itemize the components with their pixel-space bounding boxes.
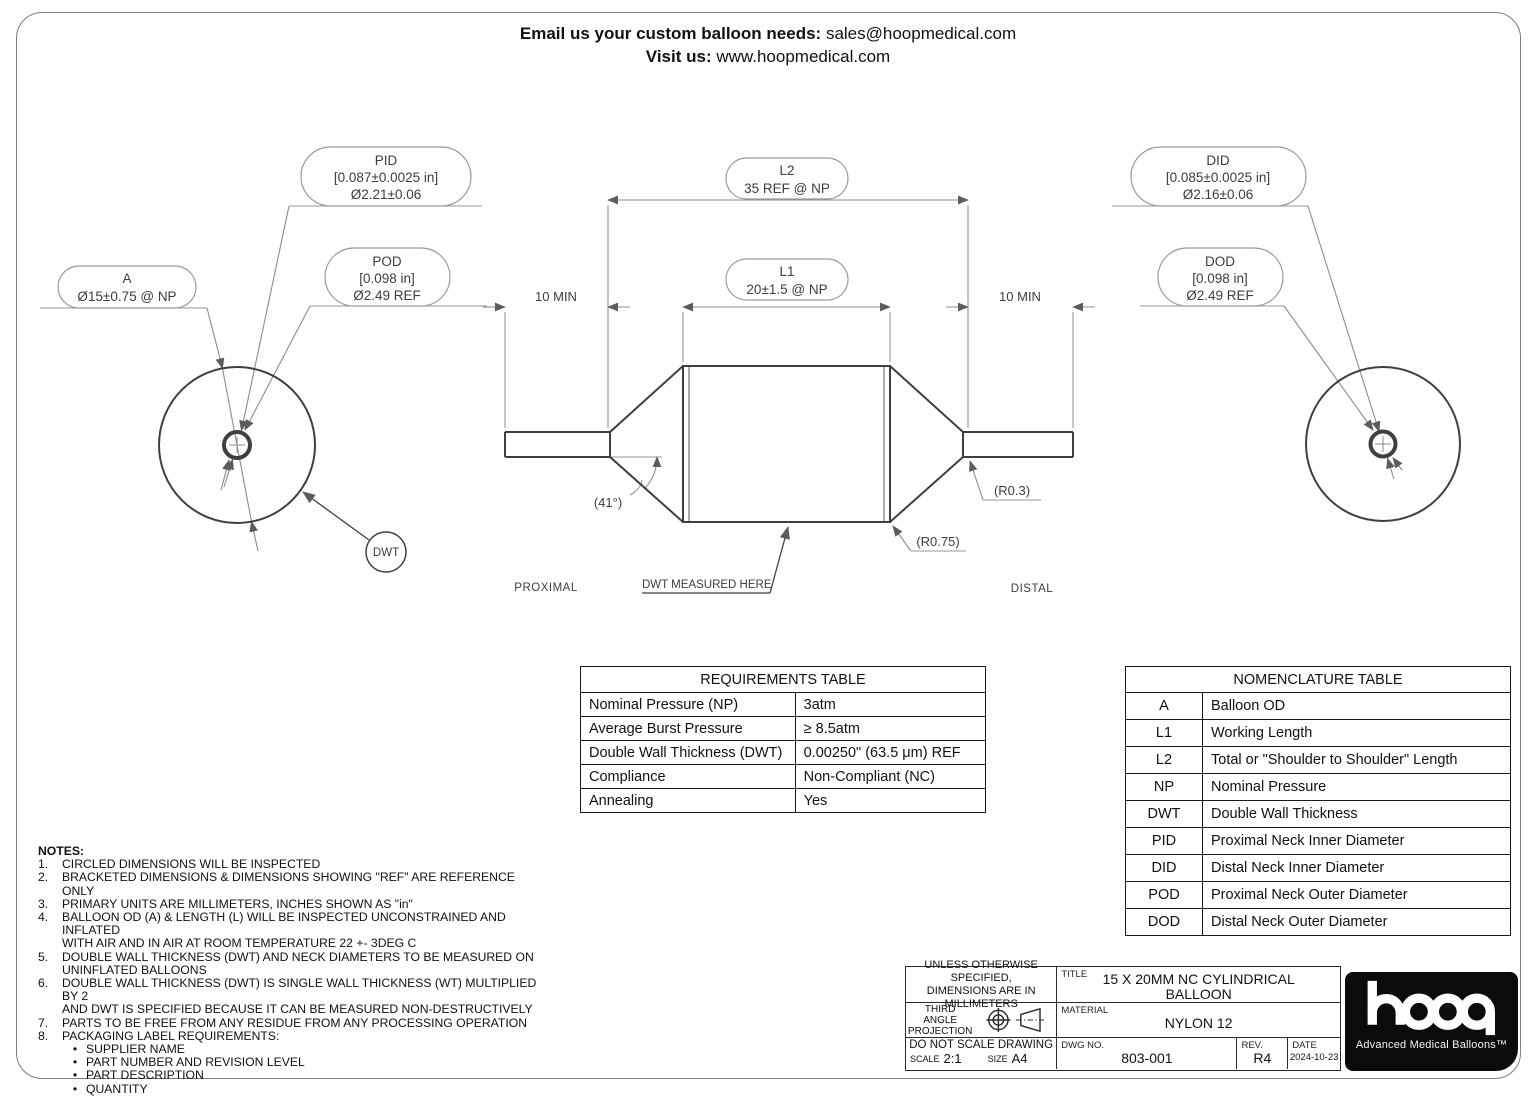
callout-l1-name: L1 — [779, 264, 795, 279]
tolerance-note-line2: DIMENSIONS ARE IN MILLIMETERS — [926, 984, 1036, 1010]
drawing-title-line2: BALLOON — [1165, 985, 1232, 1002]
callout-did-value: Ø2.16±0.06 — [1182, 187, 1254, 202]
note-number: 5. — [38, 949, 49, 964]
distal-center-cross — [1375, 436, 1391, 452]
req-value: 3atm — [795, 693, 985, 717]
note-item — [38, 951, 543, 964]
note-item — [38, 1017, 543, 1030]
nom-meaning: Proximal Neck Outer Diameter — [1203, 882, 1511, 909]
callout-dod-value: Ø2.49 REF — [1186, 288, 1254, 303]
callout-pid-value: Ø2.21±0.06 — [350, 187, 422, 202]
title-block — [905, 958, 1341, 1071]
table-row — [1126, 828, 1511, 855]
bullet-text: QUANTITY — [86, 1081, 148, 1096]
extension-lines — [40, 205, 1308, 551]
table-row — [1126, 693, 1511, 720]
cone-angle-label: (41°) — [593, 495, 623, 510]
header-email-value: sales@hoopmedical.com — [821, 24, 1017, 43]
req-label: Double Wall Thickness (DWT) — [581, 741, 796, 765]
nom-meaning: Distal Neck Inner Diameter — [1203, 855, 1511, 882]
nom-meaning: Working Length — [1203, 720, 1511, 747]
header-visit-value: www.hoopmedical.com — [711, 47, 891, 66]
nom-abbr: PID — [1126, 828, 1203, 855]
header-email-label: Email us your custom balloon needs: — [519, 24, 822, 43]
third-angle-projection-icon — [978, 1004, 1054, 1036]
material-value: NYLON 12 — [1164, 1015, 1233, 1031]
title-cell — [1057, 967, 1340, 1003]
scale-cell — [906, 1038, 1057, 1069]
callout-bubbles — [58, 147, 1306, 308]
packaging-bullet — [38, 1083, 543, 1096]
callout-dod-inches: [0.098 in] — [1192, 271, 1248, 286]
req-value: Non-Compliant (NC) — [795, 765, 985, 789]
note-text: AND DWT IS SPECIFIED BECAUSE IT CAN BE MEASURED NON-DESTRUCTIVELY — [62, 1002, 533, 1017]
table-row — [1126, 747, 1511, 774]
projection-line3: PROJECTION — [907, 1025, 973, 1037]
req-label: Average Burst Pressure — [581, 717, 796, 741]
table-row — [1126, 801, 1511, 828]
proximal-label: PROXIMAL — [514, 582, 578, 594]
table-row — [581, 717, 986, 741]
callout-pid-name: PID — [374, 153, 398, 168]
note-text: DOUBLE WALL THICKNESS (DWT) IS SINGLE WALL THICKNESS (WT) MULTIPLIED BY 2 — [62, 976, 537, 1004]
req-label: Nominal Pressure (NP) — [581, 693, 796, 717]
projection-line1: THIRD — [924, 1003, 956, 1015]
note-item-continuation — [38, 937, 543, 950]
material-label: MATERIAL — [1061, 1005, 1109, 1016]
callout-pod-name: POD — [372, 254, 402, 269]
notes-section — [38, 845, 543, 1096]
nom-meaning: Nominal Pressure — [1203, 774, 1511, 801]
distal-label: DISTAL — [1010, 583, 1054, 595]
dimension-labels — [514, 289, 1053, 595]
note-text: DOUBLE WALL THICKNESS (DWT) AND NECK DIAMETERS TO BE MEASURED ON — [62, 949, 534, 964]
note-text: PRIMARY UNITS ARE MILLIMETERS, INCHES SHOWN AS "in" — [62, 896, 413, 911]
nom-abbr: L2 — [1126, 747, 1203, 774]
min-left-label: 10 MIN — [535, 289, 577, 304]
size-value: A4 — [1011, 1051, 1028, 1066]
table-row — [1126, 855, 1511, 882]
note-number: 6. — [38, 976, 49, 991]
tolerance-note-line1: UNLESS OTHERWISE SPECIFIED, — [924, 958, 1038, 984]
req-value: ≥ 8.5atm — [795, 717, 985, 741]
logo-tagline: Advanced Medical Balloons™ — [1355, 1039, 1508, 1051]
note-number: 3. — [38, 896, 49, 911]
balloon-profile — [505, 366, 1073, 522]
callout-dod-name: DOD — [1205, 254, 1235, 269]
rev-cell — [1237, 1038, 1288, 1069]
table-row — [1126, 774, 1511, 801]
rev-label: REV. — [1241, 1040, 1263, 1051]
nom-abbr: L1 — [1126, 720, 1203, 747]
scale-value: 2:1 — [943, 1051, 962, 1066]
table-row — [1126, 720, 1511, 747]
bullet-text: PART NUMBER AND REVISION LEVEL — [86, 1055, 305, 1070]
nom-abbr: DWT — [1126, 801, 1203, 828]
drawing-title-line1: 15 X 20MM NC CYLINDRICAL — [1102, 970, 1295, 987]
packaging-bullet — [38, 1069, 543, 1082]
balloon-body — [683, 366, 890, 522]
table-row — [581, 765, 986, 789]
nomenclature-table-title: NOMENCLATURE TABLE — [1126, 667, 1511, 693]
header-visit-label: Visit us: — [645, 47, 712, 66]
table-row — [581, 693, 986, 717]
do-not-scale-note: DO NOT SCALE DRAWING — [909, 1039, 1054, 1051]
note-text: PACKAGING LABEL REQUIREMENTS: — [62, 1028, 280, 1043]
req-value: Yes — [795, 789, 985, 813]
callout-did-name: DID — [1206, 153, 1230, 168]
nom-meaning: Double Wall Thickness — [1203, 801, 1511, 828]
nom-meaning: Balloon OD — [1203, 693, 1511, 720]
callout-l1-value: 20±1.5 @ NP — [746, 282, 828, 297]
note-number: 1. — [38, 857, 49, 872]
note-text: UNINFLATED BALLOONS — [62, 962, 207, 977]
note-item — [38, 871, 543, 897]
nom-meaning: Distal Neck Outer Diameter — [1203, 909, 1511, 936]
table-row — [581, 741, 986, 765]
proximal-center-cross — [229, 437, 245, 453]
nom-abbr: A — [1126, 693, 1203, 720]
date-cell — [1288, 1038, 1340, 1069]
bullet-text: PART DESCRIPTION — [86, 1068, 204, 1083]
dwt-measured-label: DWT MEASURED HERE — [642, 579, 772, 591]
nomenclature-table — [1125, 666, 1511, 936]
dwt-balloon-label: DWT — [372, 547, 400, 559]
note-text: WITH AIR AND IN AIR AT ROOM TEMPERATURE 22 +- 3DEG C — [62, 936, 417, 951]
note-number: 2. — [38, 870, 49, 885]
dwg-no-label: DWG NO. — [1061, 1040, 1105, 1051]
note-item-continuation — [38, 1003, 543, 1016]
callout-pod-inches: [0.098 in] — [359, 271, 415, 286]
requirements-table-title: REQUIREMENTS TABLE — [581, 667, 986, 693]
callout-pod-value: Ø2.49 REF — [353, 288, 421, 303]
callout-a-name: A — [122, 271, 132, 286]
date-label: DATE — [1292, 1040, 1317, 1051]
min-right-label: 10 MIN — [999, 289, 1041, 304]
callout-did-inches: [0.085±0.0025 in] — [1165, 170, 1271, 185]
date-value: 2024-10-23 — [1289, 1052, 1339, 1063]
projection-line2: ANGLE — [923, 1014, 958, 1026]
distal-neck — [963, 432, 1073, 457]
callout-a-value: Ø15±0.75 @ NP — [77, 289, 177, 304]
note-text: BRACKETED DIMENSIONS & DIMENSIONS SHOWING "REF" ARE REFERENCE ONLY — [62, 870, 515, 898]
callout-l2-name: L2 — [779, 163, 795, 178]
note-item — [38, 911, 543, 937]
note-number: 8. — [38, 1028, 49, 1043]
bullet-icon — [64, 1069, 86, 1082]
hoop-logo — [1345, 972, 1518, 1071]
distal-end-view — [1306, 367, 1460, 521]
dwg-no-value: 803-001 — [1121, 1049, 1173, 1066]
note-text: PARTS TO BE FREE FROM ANY RESIDUE FROM ANY PROCESSING OPERATION — [62, 1015, 528, 1030]
nom-abbr: DID — [1126, 855, 1203, 882]
nom-abbr: POD — [1126, 882, 1203, 909]
title-label: TITLE — [1061, 969, 1088, 980]
material-cell — [1057, 1003, 1340, 1038]
note-number: 4. — [38, 910, 49, 925]
callout-pid-inches: [0.087±0.0025 in] — [333, 170, 439, 185]
bullet-icon — [64, 1083, 86, 1096]
table-row — [581, 789, 986, 813]
callout-l2-value: 35 REF @ NP — [744, 181, 830, 196]
requirements-table — [580, 666, 986, 813]
hoop-logo-wordmark — [1362, 978, 1502, 1038]
table-row — [1126, 882, 1511, 909]
nom-meaning: Proximal Neck Inner Diameter — [1203, 828, 1511, 855]
note-text: BALLOON OD (A) & LENGTH (L) WILL BE INSPECTED UNCONSTRAINED AND INFLATED — [62, 910, 506, 938]
note-text: CIRCLED DIMENSIONS WILL BE INSPECTED — [62, 857, 321, 872]
nom-abbr: NP — [1126, 774, 1203, 801]
neck-radius-label: (R0.3) — [993, 483, 1031, 498]
projection-cell — [906, 1003, 1057, 1038]
size-label: SIZE — [987, 1054, 1008, 1064]
proximal-neck — [505, 432, 610, 457]
note-item — [38, 977, 543, 1003]
req-value: 0.00250" (63.5 μm) REF — [795, 741, 985, 765]
req-label: Compliance — [581, 765, 796, 789]
body-tangent-lines — [689, 367, 884, 521]
body-radius-label: (R0.75) — [916, 534, 960, 549]
rev-value: R4 — [1253, 1049, 1272, 1066]
distal-cone — [890, 366, 963, 522]
notes-title: NOTES: — [38, 844, 85, 858]
dwg-no-cell — [1057, 1038, 1237, 1069]
nom-abbr: DOD — [1126, 909, 1203, 936]
scale-label: SCALE — [910, 1054, 940, 1064]
table-row — [1126, 909, 1511, 936]
nom-meaning: Total or "Shoulder to Shoulder" Length — [1203, 747, 1511, 774]
proximal-end-view — [159, 367, 315, 523]
note-number: 7. — [38, 1015, 49, 1030]
bullet-text: SUPPLIER NAME — [86, 1042, 185, 1057]
req-label: Annealing — [581, 789, 796, 813]
callout-texts — [77, 153, 1270, 304]
